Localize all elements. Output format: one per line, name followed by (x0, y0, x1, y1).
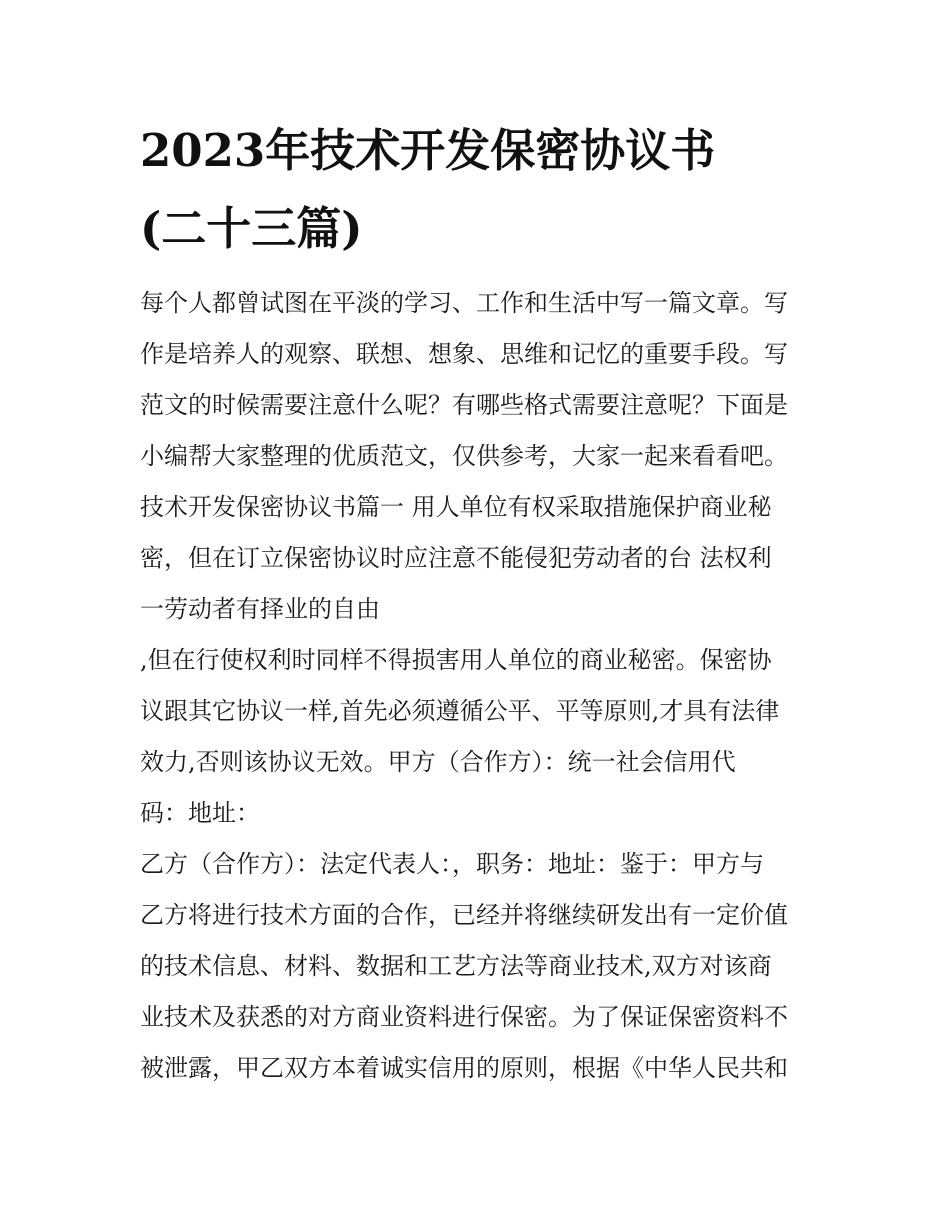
body-line: 乙方将进行技术方面的合作，已经并将继续研发出有一定价值 (140, 901, 788, 929)
body-line: 议跟其它协议一样,首先必须遵循公平、平等原则,才具有法律 (140, 697, 780, 725)
body-line: 业技术及获悉的对方商业资料进行保密。为了保证保密资料不 (140, 1003, 788, 1031)
title-line-2: (二十三篇) (140, 202, 363, 255)
body-line: 作是培养人的观察、联想、想象、思维和记忆的重要手段。写 (140, 340, 788, 368)
document-body (140, 278, 830, 1094)
body-line: 乙方（合作方）：法定代表人：，职务：地址：鉴于：甲方与 (140, 850, 764, 878)
body-line: 码：地址： (140, 799, 260, 827)
body-line: ,但在行使权利时同样不得损害用人单位的商业秘密。保密协 (140, 646, 772, 674)
body-line: 被泄露，甲乙双方本着诚实信用的原则，根据《中华人民共和 (140, 1054, 788, 1082)
body-line: 小编帮大家整理的优质范文，仅供参考，大家一起来看看吧。 (140, 442, 788, 470)
body-line: 的技术信息、材料、数据和工艺方法等商业技术,双方对该商 (140, 952, 772, 980)
document-title (140, 112, 860, 268)
body-line: 范文的时候需要注意什么呢？有哪些格式需要注意呢？下面是 (140, 391, 788, 419)
body-line: 每个人都曾试图在平淡的学习、工作和生活中写一篇文章。写 (140, 289, 788, 317)
body-line: 技术开发保密协议书篇一 用人单位有权采取措施保护商业秘 (140, 493, 772, 521)
title-line-1: 2023年技术开发保密协议书 (140, 124, 716, 177)
body-line: 密，但在订立保密协议时应注意不能侵犯劳动者的台 法权利 (140, 544, 772, 572)
body-line: 一劳动者有择业的自由 (140, 595, 380, 623)
body-line: 效力,否则该协议无效。甲方（合作方）：统一社会信用代 (140, 748, 736, 776)
